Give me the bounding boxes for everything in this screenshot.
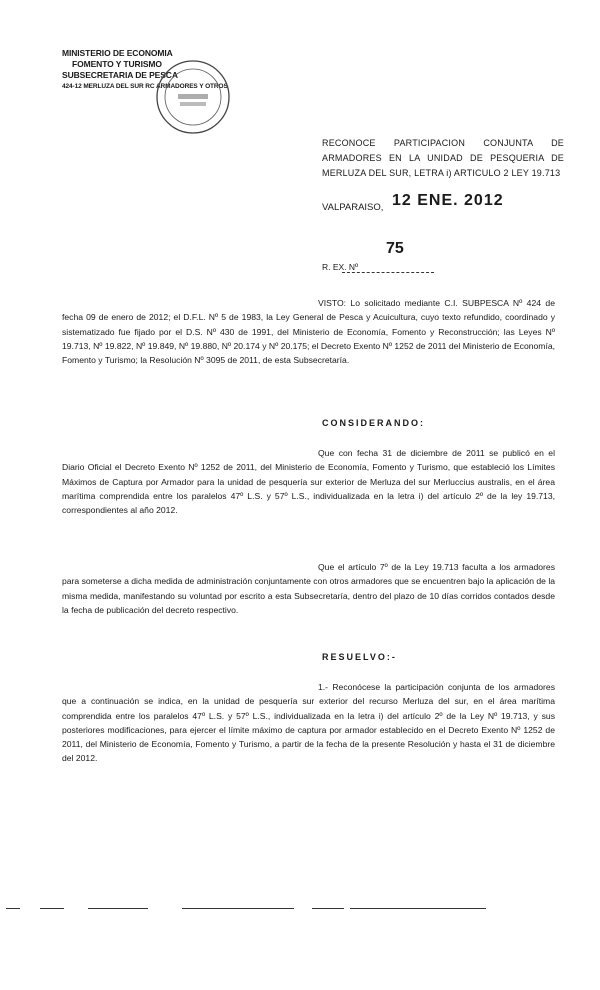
footer-line [6, 908, 20, 909]
footer-line [40, 908, 64, 909]
official-seal [152, 56, 234, 138]
considerando-paragraph-2 [62, 560, 555, 617]
file-reference: 424-12 MERLUZA DEL SUR RC ARMADORES Y OTROS [62, 83, 228, 90]
ministry-name: MINISTERIO DE ECONOMIA [62, 48, 173, 58]
visto-paragraph [62, 296, 555, 367]
considerando-1-text: Que con fecha 31 de diciembre de 2011 se publicó en el Diario Oficial el Decreto Exento Nº 1252 de 2011, del Ministerio de Economía, Fomento y Turismo, que estableció los Límites Máximos de Captura por Armador para la unidad de pesquería sur exterior de Merluza del sur Merluccius australis, en el área marítima comprendida entre los paralelos 47º L.S. y 57º L.S., individualizada en la letra i) del artículo 2º de la ley 19.713, correspondientes al año 2012. [62, 448, 555, 516]
considerando-heading: CONSIDERANDO: [322, 418, 426, 428]
resolution-number-line [342, 272, 434, 273]
footer-line [350, 908, 486, 909]
resuelvo-paragraph-1 [62, 680, 555, 766]
footer-line [88, 908, 148, 909]
considerando-paragraph-1 [62, 446, 555, 517]
visto-text: VISTO: Lo solicitado mediante C.I. SUBPESCA Nº 424 de fecha 09 de enero de 2012; el D.F.L. Nº 5 de 1983, la Ley General de Pesca y Acuicultura, cuyo texto refundido, coordinado y sistematizado fue fijado por el D.S. Nº 430 de 1991, del Ministerio de Economía, Fomento y Reconstrucción; las Leyes Nº 19.713, Nº 19.822, Nº 19.849, Nº 19.880, Nº 20.174 y Nº 20.175; el Decreto Exento Nº 1252 de 2011 del Ministerio de Economía, Fomento y Turismo; la Resolución Nº 3095 de 2011, de esta Subsecretaría. [62, 298, 555, 366]
resuelvo-heading: RESUELVO:- [322, 652, 397, 662]
considerando-2-text: Que el artículo 7º de la Ley 19.713 faculta a los armadores para someterse a dicha medida de administración conjuntamente con otros armadores que se encuentren bajo la aplicación de la misma medida, manifestando su voluntad por escrito a esta Subsecretaría, dentro del plazo de 10 días corridos contados desde la fecha de publicación del decreto respectivo. [62, 562, 556, 615]
place-label: VALPARAISO, [322, 202, 384, 213]
footer-line [312, 908, 344, 909]
document-subject: RECONOCE PARTICIPACION CONJUNTA DE ARMADORES EN LA UNIDAD DE PESQUERIA DE MERLUZA DEL SUR, LETRA i) ARTICULO 2 LEY 19.713 [322, 138, 564, 178]
footer-line [182, 908, 294, 909]
resolution-number: 75 [386, 240, 404, 257]
resuelvo-1-text: 1.- Reconócese la participación conjunta de los armadores que a continuación se indica, en la unidad de pesquería sur exterior del recurso Merluza del sur, en el área marítima comprendida entre los paralelos 47º L.S. y 57º L.S., individualizada en la letra i) del artículo 2º de la Ley Nº 19.713, y sus posteriores modificaciones, para ejercer el límite máximo de captura por armador establecido en el Decreto Exento Nº 1252 de 2011, del Ministerio de Economía, Fomento y Turismo, a partir de la fecha de la presente Resolución y hasta el 31 de diciembre del 2012. [62, 682, 555, 764]
document-date: 12 ENE. 2012 [392, 192, 504, 209]
resolution-label: R. EX. Nº [322, 262, 359, 272]
subsecretaria-name: SUBSECRETARIA DE PESCA [62, 70, 178, 80]
ministry-sub: FOMENTO Y TURISMO [72, 59, 162, 69]
